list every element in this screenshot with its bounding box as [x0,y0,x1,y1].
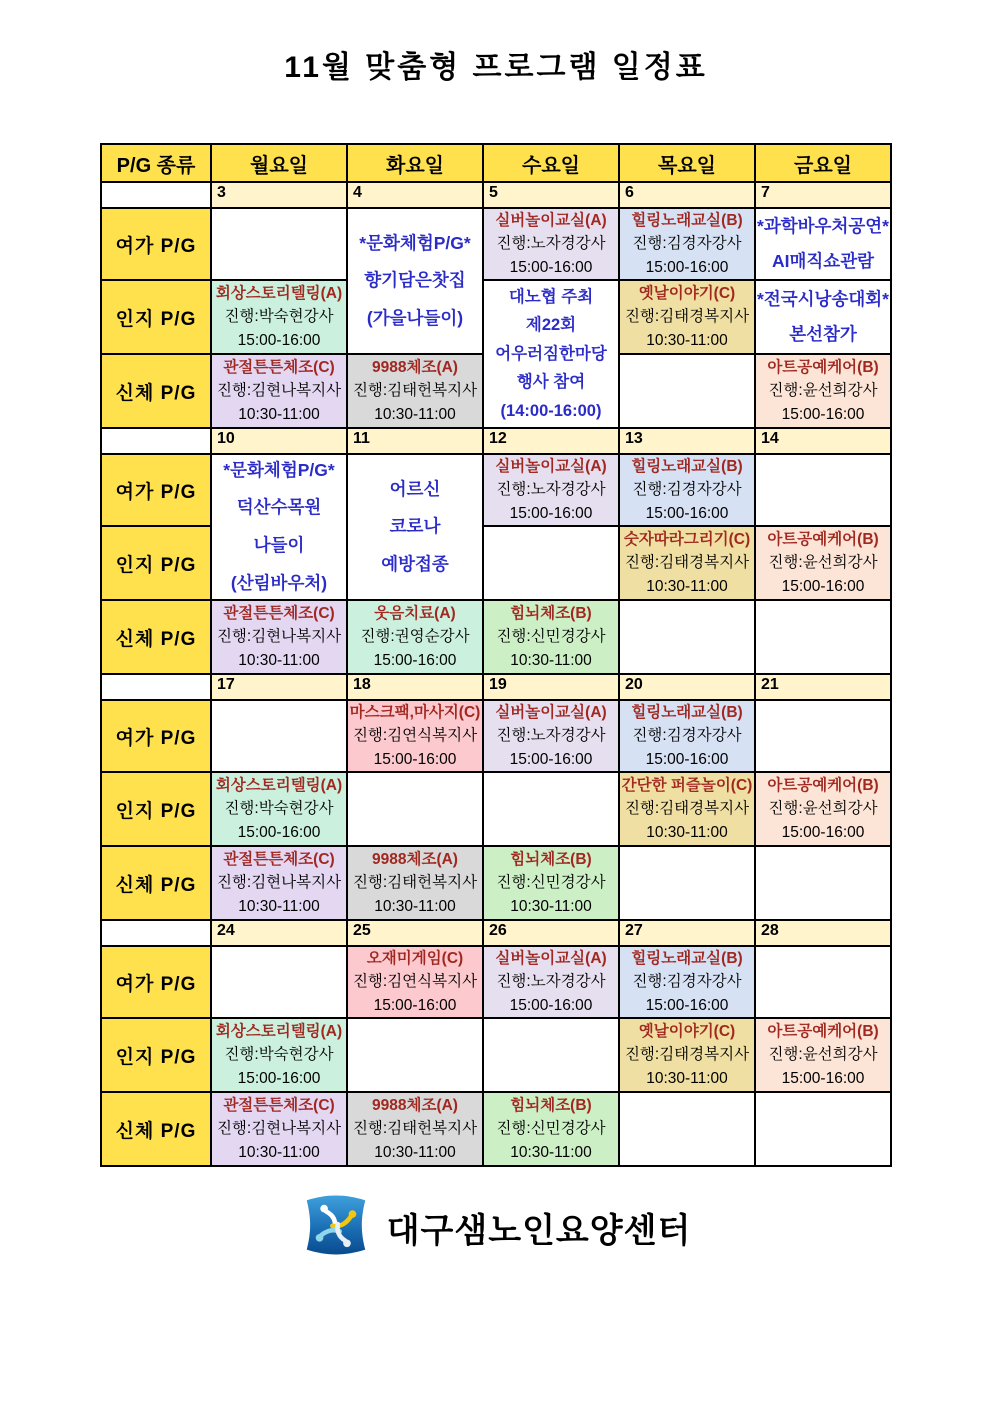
program-host: 진행:노자경강사 [496,727,606,745]
program-time: 10:30-11:00 [374,897,456,915]
row-label-physical: 신체 P/G [102,1093,210,1165]
program-cell-thu-yeoga [620,701,754,771]
program-cell-fri-inji [756,1019,890,1091]
program-cell-tue-yeoga [348,947,482,1017]
special-line: 향기담은찻집 [364,270,466,291]
program-title: 9988체조(A) [372,1096,458,1114]
program-time: 10:30-11:00 [374,405,456,423]
program-time: 15:00-16:00 [509,504,593,522]
column-header-tuesday: 화요일 [348,145,482,181]
column-header-wednesday: 수요일 [484,145,618,181]
program-time: 15:00-16:00 [237,331,321,349]
special-line: 어우러짐한마당 [495,344,607,363]
program-title: 오재미게임(C) [366,949,464,967]
special-event-cell-mon [212,455,346,599]
program-title: 마스크팩,마사지(C) [349,703,481,721]
special-line: 제22회 [525,316,577,335]
date-cell: 14 [756,429,890,453]
program-cell-mon-inji [212,281,346,353]
special-line: 어르신 [389,478,441,499]
empty-cell [756,847,890,919]
program-cell-wed-sinche [484,847,618,919]
row-label-leisure: 여가 P/G [102,209,210,279]
program-cell-tue-sinche [348,355,482,427]
program-title: 힘뇌체조(B) [510,850,592,868]
empty-cell [212,209,346,279]
program-host: 진행:김경자강사 [632,235,742,253]
program-time: 15:00-16:00 [781,405,865,423]
program-title: 숫자따라그리기(C) [623,530,751,548]
program-title: 힐링노래교실(B) [631,949,743,967]
program-host: 진행:신민경강사 [496,874,606,892]
special-event-cell-tue [348,209,482,353]
date-cell: 7 [756,183,890,207]
week-3 [102,675,890,919]
program-host: 진행:윤선희강사 [768,1046,878,1064]
program-cell-mon-inji [212,773,346,845]
date-cell: 21 [756,675,890,699]
program-title: 실버놀이교실(A) [495,211,607,229]
program-title: 실버놀이교실(A) [495,949,607,967]
program-cell-fri-inji [756,773,890,845]
page-title: 11월 맞춤형 프로그램 일정표 [284,51,708,84]
program-host: 진행:김태헌복지사 [352,1120,478,1138]
row-label-leisure: 여가 P/G [102,455,210,525]
program-cell-tue-sinche [348,601,482,673]
program-time: 15:00-16:00 [781,823,865,841]
special-event-cell-wed [484,281,618,427]
program-title: 아트공예케어(B) [767,358,879,376]
week-2 [102,429,890,673]
program-host: 진행:신민경강사 [496,628,606,646]
program-host: 진행:김현나복지사 [216,874,342,892]
empty-cell [756,601,890,673]
special-line: 행사 참여 [516,373,586,392]
row-label-cognitive: 인지 P/G [102,281,210,353]
program-title: 관절튼튼체조(C) [223,604,335,622]
program-cell-wed-sinche [484,1093,618,1165]
row-label-physical: 신체 P/G [102,601,210,673]
empty-cell [484,773,618,845]
date-cell: 19 [484,675,618,699]
empty-cell [620,355,754,427]
special-line: *전국시낭송대회* [757,289,889,309]
program-time: 10:30-11:00 [374,1143,456,1161]
row-label-physical: 신체 P/G [102,847,210,919]
program-host: 진행:김태경복지사 [624,800,750,818]
program-time: 10:30-11:00 [646,1069,728,1087]
row-label-leisure: 여가 P/G [102,701,210,771]
footer [0,1193,992,1262]
row-label-leisure: 여가 P/G [102,947,210,1017]
program-time: 10:30-11:00 [238,651,320,669]
date-row-spacer [102,429,210,453]
special-line: 나들이 [253,535,305,555]
program-title: 힐링노래교실(B) [631,703,743,721]
program-title: 아트공예케어(B) [767,1022,879,1040]
date-cell: 11 [348,429,482,453]
program-time: 10:30-11:00 [646,331,728,349]
program-host: 진행:김현나복지사 [216,382,342,400]
program-host: 진행:김경자강사 [632,481,742,499]
program-cell-mon-sinche [212,847,346,919]
program-time: 15:00-16:00 [781,577,865,595]
program-host: 진행:박숙현강사 [224,308,334,326]
program-cell-fri-sinche [756,355,890,427]
special-event-cell-fri-yeoga [756,209,890,279]
program-time: 15:00-16:00 [373,996,457,1014]
program-time: 10:30-11:00 [510,897,592,915]
empty-cell [212,701,346,771]
program-host: 진행:김경자강사 [632,973,742,991]
program-host: 진행:김태경복지사 [624,1046,750,1064]
empty-cell [756,947,890,1017]
program-time: 15:00-16:00 [645,996,729,1014]
program-time: 15:00-16:00 [237,1069,321,1087]
date-cell: 17 [212,675,346,699]
program-title: 아트공예케어(B) [767,776,879,794]
date-cell: 25 [348,921,482,945]
empty-cell [348,773,482,845]
program-title: 힐링노래교실(B) [631,457,743,475]
program-cell-thu-yeoga [620,947,754,1017]
program-time: 10:30-11:00 [510,1143,592,1161]
program-cell-thu-yeoga [620,209,754,279]
program-cell-thu-inji [620,281,754,353]
special-line: 본선참가 [789,324,857,344]
special-line: 덕산수목원 [236,497,322,518]
special-line: (산림바우처) [230,572,328,593]
program-time: 10:30-11:00 [238,897,320,915]
program-cell-fri-inji [756,527,890,599]
empty-cell [484,1019,618,1091]
program-title: 웃음치료(A) [374,604,456,622]
week-1 [102,183,890,427]
row-label-cognitive: 인지 P/G [102,527,210,599]
program-title: 아트공예케어(B) [767,530,879,548]
program-host: 진행:김연식복지사 [352,973,478,991]
program-cell-thu-inji [620,527,754,599]
date-cell: 18 [348,675,482,699]
program-host: 진행:노자경강사 [496,235,606,253]
program-time: 10:30-11:00 [238,1143,320,1161]
program-cell-mon-sinche [212,601,346,673]
empty-cell [620,1093,754,1165]
special-line: 대노협 주최 [508,288,594,307]
program-title: 9988체조(A) [372,850,458,868]
program-cell-wed-yeoga [484,701,618,771]
program-time: 15:00-16:00 [509,258,593,276]
program-cell-thu-inji [620,773,754,845]
program-time: 15:00-16:00 [645,258,729,276]
program-cell-mon-sinche [212,1093,346,1165]
program-title: 실버놀이교실(A) [495,457,607,475]
program-host: 진행:김태헌복지사 [352,382,478,400]
special-event-cell-fri-inji [756,281,890,353]
program-cell-tue-sinche [348,1093,482,1165]
program-time: 15:00-16:00 [645,504,729,522]
column-header-thursday: 목요일 [620,145,754,181]
program-title: 관절튼튼체조(C) [223,850,335,868]
program-host: 진행:윤선희강사 [768,382,878,400]
program-title: 회상스토리텔링(A) [215,284,343,302]
date-cell: 28 [756,921,890,945]
special-line: (14:00-16:00) [500,401,602,420]
program-cell-wed-sinche [484,601,618,673]
program-time: 15:00-16:00 [237,823,321,841]
week-4 [102,921,890,1165]
column-header-friday: 금요일 [756,145,890,181]
program-title: 옛날이야기(C) [638,1022,736,1040]
program-cell-thu-inji [620,1019,754,1091]
date-row-spacer [102,183,210,207]
empty-cell [348,1019,482,1091]
empty-cell [620,847,754,919]
special-line: *과학바우처공연* [757,216,889,236]
program-title: 간단한 퍼즐놀이(C) [621,776,753,794]
special-line: (가을나들이) [366,307,464,328]
program-cell-tue-sinche [348,847,482,919]
date-cell: 13 [620,429,754,453]
schedule-table [100,143,892,1167]
program-cell-wed-yeoga [484,209,618,279]
date-cell: 27 [620,921,754,945]
date-cell: 5 [484,183,618,207]
date-cell: 3 [212,183,346,207]
row-label-cognitive: 인지 P/G [102,773,210,845]
program-title: 힘뇌체조(B) [510,1096,592,1114]
program-title: 9988체조(A) [372,358,458,376]
date-cell: 12 [484,429,618,453]
people-pinwheel-flag-logo-icon [301,1193,371,1262]
row-label-cognitive: 인지 P/G [102,1019,210,1091]
empty-cell [756,701,890,771]
program-title: 회상스토리텔링(A) [215,1022,343,1040]
program-host: 진행:윤선희강사 [768,800,878,818]
program-host: 진행:김현나복지사 [216,1120,342,1138]
program-time: 15:00-16:00 [645,750,729,768]
program-host: 진행:김연식복지사 [352,727,478,745]
program-host: 진행:박숙현강사 [224,800,334,818]
special-line: *문화체험P/G* [223,459,335,480]
row-label-physical: 신체 P/G [102,355,210,427]
organization-name: 대구샘노인요양센터 [386,1212,692,1250]
date-cell: 6 [620,183,754,207]
program-title: 관절튼튼체조(C) [223,358,335,376]
special-line: AI매직쇼관람 [771,251,875,271]
special-line: *문화체험P/G* [359,232,471,253]
program-host: 진행:김경자강사 [632,727,742,745]
date-row-spacer [102,675,210,699]
table-header-row [102,145,890,181]
program-host: 진행:노자경강사 [496,973,606,991]
program-title: 관절튼튼체조(C) [223,1096,335,1114]
program-time: 15:00-16:00 [509,996,593,1014]
program-title: 회상스토리텔링(A) [215,776,343,794]
program-time: 15:00-16:00 [373,750,457,768]
program-cell-tue-yeoga [348,701,482,771]
program-cell-wed-yeoga [484,947,618,1017]
column-header-monday: 월요일 [212,145,346,181]
program-time: 10:30-11:00 [646,577,728,595]
date-cell: 20 [620,675,754,699]
special-line: 예방접종 [381,553,449,574]
program-title: 실버놀이교실(A) [495,703,607,721]
program-time: 15:00-16:00 [373,651,457,669]
program-time: 15:00-16:00 [781,1069,865,1087]
program-time: 15:00-16:00 [509,750,593,768]
program-host: 진행:신민경강사 [496,1120,606,1138]
program-host: 진행:김태경복지사 [624,308,750,326]
program-host: 진행:김태경복지사 [624,554,750,572]
program-title: 힘뇌체조(B) [510,604,592,622]
program-host: 진행:김현나복지사 [216,628,342,646]
date-cell: 4 [348,183,482,207]
program-time: 10:30-11:00 [646,823,728,841]
program-cell-wed-yeoga [484,455,618,525]
special-event-cell-tue [348,455,482,599]
empty-cell [620,601,754,673]
program-time: 10:30-11:00 [238,405,320,423]
program-host: 진행:박숙현강사 [224,1046,334,1064]
program-cell-thu-yeoga [620,455,754,525]
empty-cell [756,455,890,525]
column-header-pg-type: P/G 종류 [102,145,210,181]
program-title: 힐링노래교실(B) [631,211,743,229]
program-cell-mon-inji [212,1019,346,1091]
empty-cell [484,527,618,599]
date-cell: 26 [484,921,618,945]
program-time: 10:30-11:00 [510,651,592,669]
program-host: 진행:노자경강사 [496,481,606,499]
program-cell-mon-sinche [212,355,346,427]
special-line: 코로나 [389,516,441,537]
program-host: 진행:김태헌복지사 [352,874,478,892]
program-host: 진행:윤선희강사 [768,554,878,572]
date-row-spacer [102,921,210,945]
empty-cell [212,947,346,1017]
program-title: 옛날이야기(C) [638,284,736,302]
empty-cell [756,1093,890,1165]
date-cell: 10 [212,429,346,453]
date-cell: 24 [212,921,346,945]
program-host: 진행:권영순강사 [360,628,470,646]
